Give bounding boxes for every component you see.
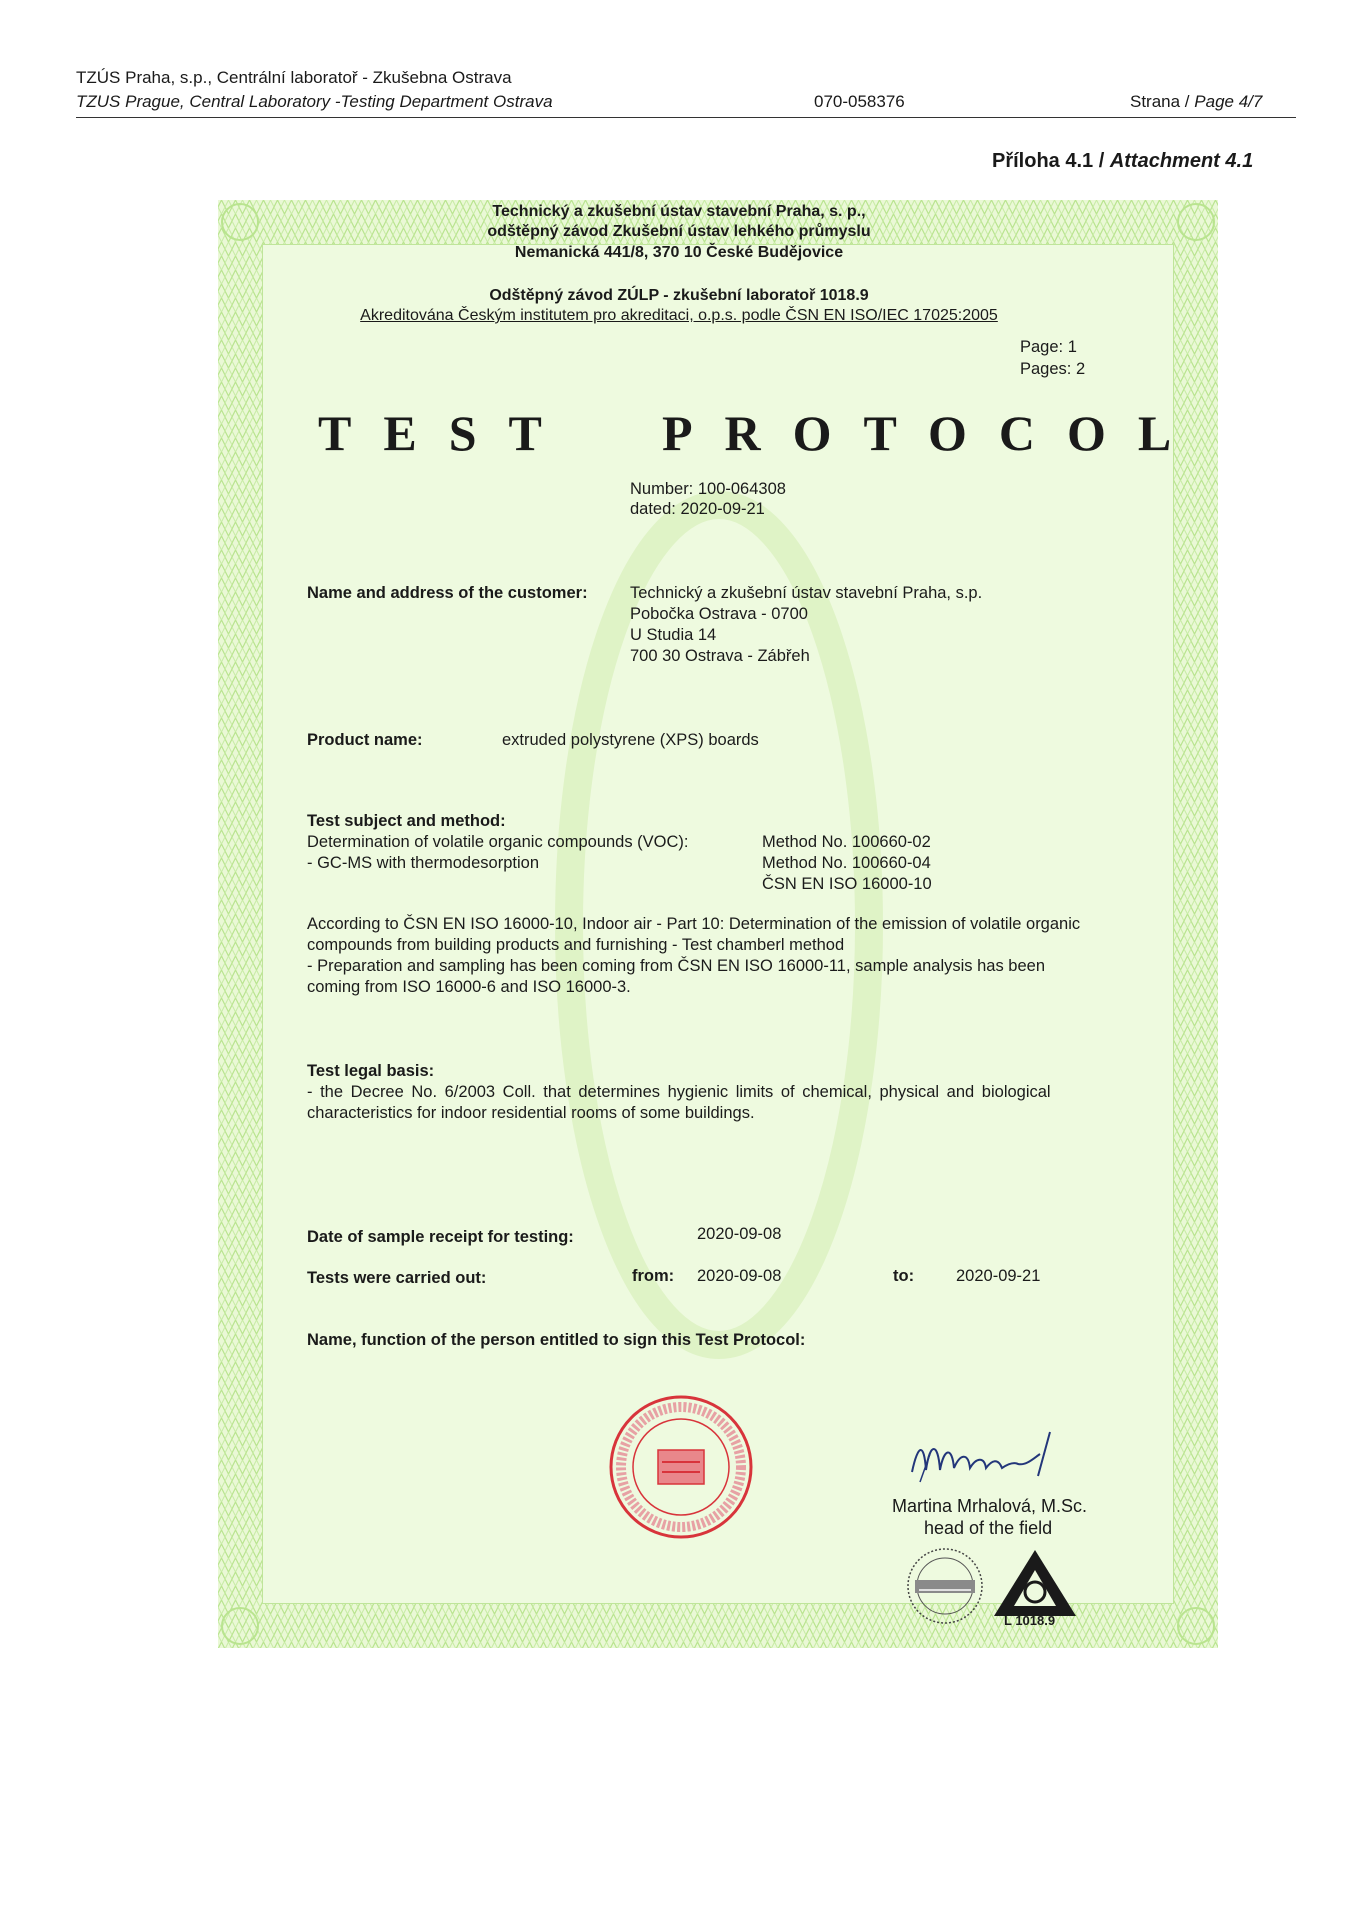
signatory-function: head of the field (924, 1518, 1053, 1538)
attachment-cz: Příloha 4.1 / (992, 150, 1105, 172)
test-subject-line-1: Determination of volatile organic compounds (VOC): (307, 833, 689, 851)
header-page-en: Page 4/7 (1194, 92, 1263, 111)
issuer-line3: Nemanická 441/8, 370 10 České Budějovice (514, 244, 844, 261)
attachment-label (992, 150, 1253, 173)
according-line-1: According to ČSN EN ISO 16000-10, Indoor air - Part 10: Determination of the emission of volatile organic (307, 915, 1081, 933)
accreditation-line: Akreditována Českým institutem pro akreditaci, o.p.s. podle ČSN EN ISO/IEC 17025:2005 (360, 307, 998, 324)
customer-label: Name and address of the customer: (307, 584, 588, 602)
method-1: Method No. 100660-02 (762, 833, 931, 851)
product-value: extruded polystyrene (XPS) boards (502, 731, 759, 749)
header-page (1130, 92, 1262, 112)
signatory-name: Martina Mrhalová, M.Sc. (892, 1496, 1088, 1516)
handwritten-signature (900, 1424, 1080, 1494)
header-doc-number: 070-058376 (814, 92, 905, 111)
legal-line-1: - the Decree No. 6/2003 Coll. that determines hygienic limits of chemical, physical and biological (307, 1083, 1051, 1101)
attachment-en: Attachment 4.1 (1109, 150, 1254, 172)
protocol-number: Number: 100-064308 (630, 480, 786, 498)
accreditation-triangle-logo-icon (990, 1546, 1080, 1621)
header-org-cz: TZÚS Praha, s.p., Centrální laboratoř - Zkušebna Ostrava (76, 68, 512, 87)
issuer-line2: odštěpný závod Zkušební ústav lehkého průmyslu (487, 223, 871, 240)
method-2: Method No. 100660-04 (762, 854, 931, 872)
product-label: Product name: (307, 731, 423, 749)
document-title: TEST PROTOCOL (318, 405, 1204, 461)
receipt-date-value: 2020-09-08 (697, 1225, 782, 1243)
method-3: ČSN EN ISO 16000-10 (762, 875, 932, 893)
signature-label: Name, function of the person entitled to sign this Test Protocol: (307, 1331, 806, 1349)
test-subject-line-2: - GC-MS with thermodesorption (307, 854, 539, 872)
according-line-3: - Preparation and sampling has been coming from ČSN EN ISO 16000-11, sample analysis has been (307, 957, 1046, 975)
issuer-line4: Odštěpný závod ZÚLP - zkušební laboratoř 1018.9 (489, 287, 869, 304)
accreditation-code: L 1018.9 (1004, 1613, 1056, 1628)
legal-label: Test legal basis: (307, 1062, 435, 1080)
protocol-date: dated: 2020-09-21 (630, 500, 765, 518)
header-page-cz: Strana / (1130, 92, 1190, 111)
issuer-line1: Technický a zkušební ústav stavební Praha, s. p., (492, 203, 866, 220)
legal-line-2: characteristics for indoor residential rooms of some buildings. (307, 1104, 755, 1122)
customer-line-1: Technický a zkušební ústav stavební Praha, s.p. (630, 584, 983, 602)
customer-line-4: 700 30 Ostrava - Zábřeh (630, 647, 810, 665)
test-subject-label: Test subject and method: (307, 812, 506, 830)
customer-line-2: Pobočka Ostrava - 0700 (630, 605, 808, 623)
from-label: from: (632, 1267, 675, 1285)
receipt-date-label: Date of sample receipt for testing: (307, 1228, 574, 1246)
header-rule (76, 117, 1296, 118)
from-date: 2020-09-08 (697, 1267, 782, 1285)
ilac-mra-logo-icon (905, 1546, 985, 1626)
page-count: Pages: 2 (1020, 360, 1086, 378)
customer-line-3: U Studia 14 (630, 626, 717, 644)
page-number: Page: 1 (1020, 338, 1077, 356)
red-round-stamp-icon (606, 1392, 756, 1542)
tests-carried-label: Tests were carried out: (307, 1269, 487, 1287)
according-line-4: coming from ISO 16000-6 and ISO 16000-3. (307, 978, 631, 996)
according-line-2: compounds from building products and furnishing - Test chamberl method (307, 936, 845, 954)
header-org-en: TZUS Prague, Central Laboratory -Testing Department Ostrava (76, 92, 553, 111)
to-label: to: (893, 1267, 915, 1285)
to-date: 2020-09-21 (956, 1267, 1041, 1285)
